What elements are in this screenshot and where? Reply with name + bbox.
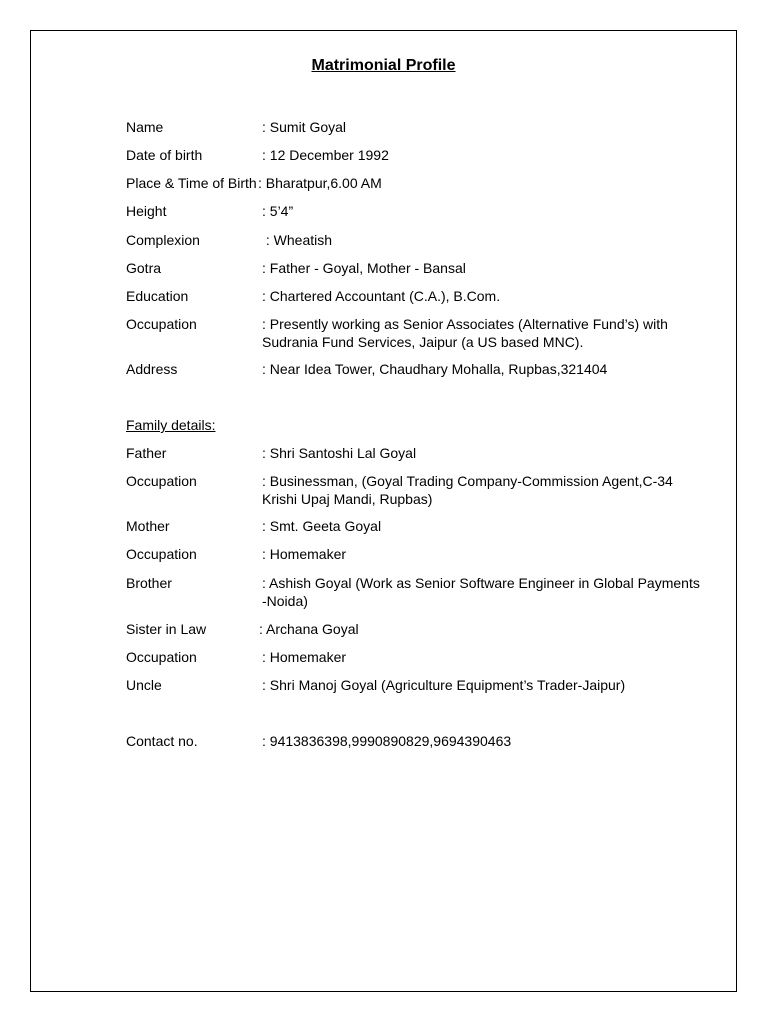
family-details-heading: Family details:: [126, 417, 216, 433]
field-label: Name: [126, 119, 164, 135]
page-title: Matrimonial Profile: [311, 57, 456, 74]
field-value: : Near Idea Tower, Chaudhary Mohalla, Rupbas,321404: [262, 361, 608, 377]
field-label: Sister in Law: [126, 621, 207, 637]
field-label: Occupation: [126, 546, 197, 562]
field-value: : Shri Manoj Goyal (Agriculture Equipment’s Trader-Jaipur): [262, 677, 626, 693]
field-value: : Ashish Goyal (Work as Senior Software Engineer in Global Payments -Noida): [262, 575, 700, 609]
field-value: : 9413836398,9990890829,9694390463: [262, 733, 512, 749]
field-value: : Presently working as Senior Associates (Alternative Fund’s) with Sudrania Fund Services, Jaipur (a US based MNC).: [262, 316, 668, 350]
field-label: Complexion: [126, 232, 200, 248]
field-label: Education: [126, 288, 189, 304]
field-label: Brother: [126, 575, 172, 591]
field-label: Mother: [126, 518, 170, 534]
field-label: Height: [126, 203, 167, 219]
field-label: Father: [126, 445, 167, 461]
field-value: : Sumit Goyal: [262, 119, 347, 135]
field-label: Date of birth: [126, 147, 203, 163]
field-value: : Smt. Geeta Goyal: [262, 518, 382, 534]
field-value: : Bharatpur,6.00 AM: [258, 175, 382, 191]
field-value: : Archana Goyal: [259, 621, 359, 637]
field-value: : Wheatish: [262, 232, 333, 248]
field-value: : Homemaker: [262, 546, 347, 562]
field-label: Place & Time of Birth: [126, 175, 257, 191]
field-label: Occupation: [126, 473, 197, 489]
field-label: Gotra: [126, 260, 162, 276]
field-value: : Homemaker: [262, 649, 347, 665]
field-label: Occupation: [126, 316, 197, 332]
field-label: Occupation: [126, 649, 197, 665]
field-label: Address: [126, 361, 178, 377]
field-value: : Chartered Accountant (C.A.), B.Com.: [262, 288, 501, 304]
field-label: Contact no.: [126, 733, 198, 749]
field-value: : Shri Santoshi Lal Goyal: [262, 445, 417, 461]
document-page: [30, 30, 737, 992]
field-value: : Father - Goyal, Mother - Bansal: [262, 260, 466, 276]
field-label: Uncle: [126, 677, 162, 693]
field-value: : Businessman, (Goyal Trading Company-Commission Agent,C-34 Krishi Upaj Mandi, Rupbas): [262, 473, 673, 507]
field-value: : 5’4”: [262, 203, 294, 219]
field-value: : 12 December 1992: [262, 147, 389, 163]
